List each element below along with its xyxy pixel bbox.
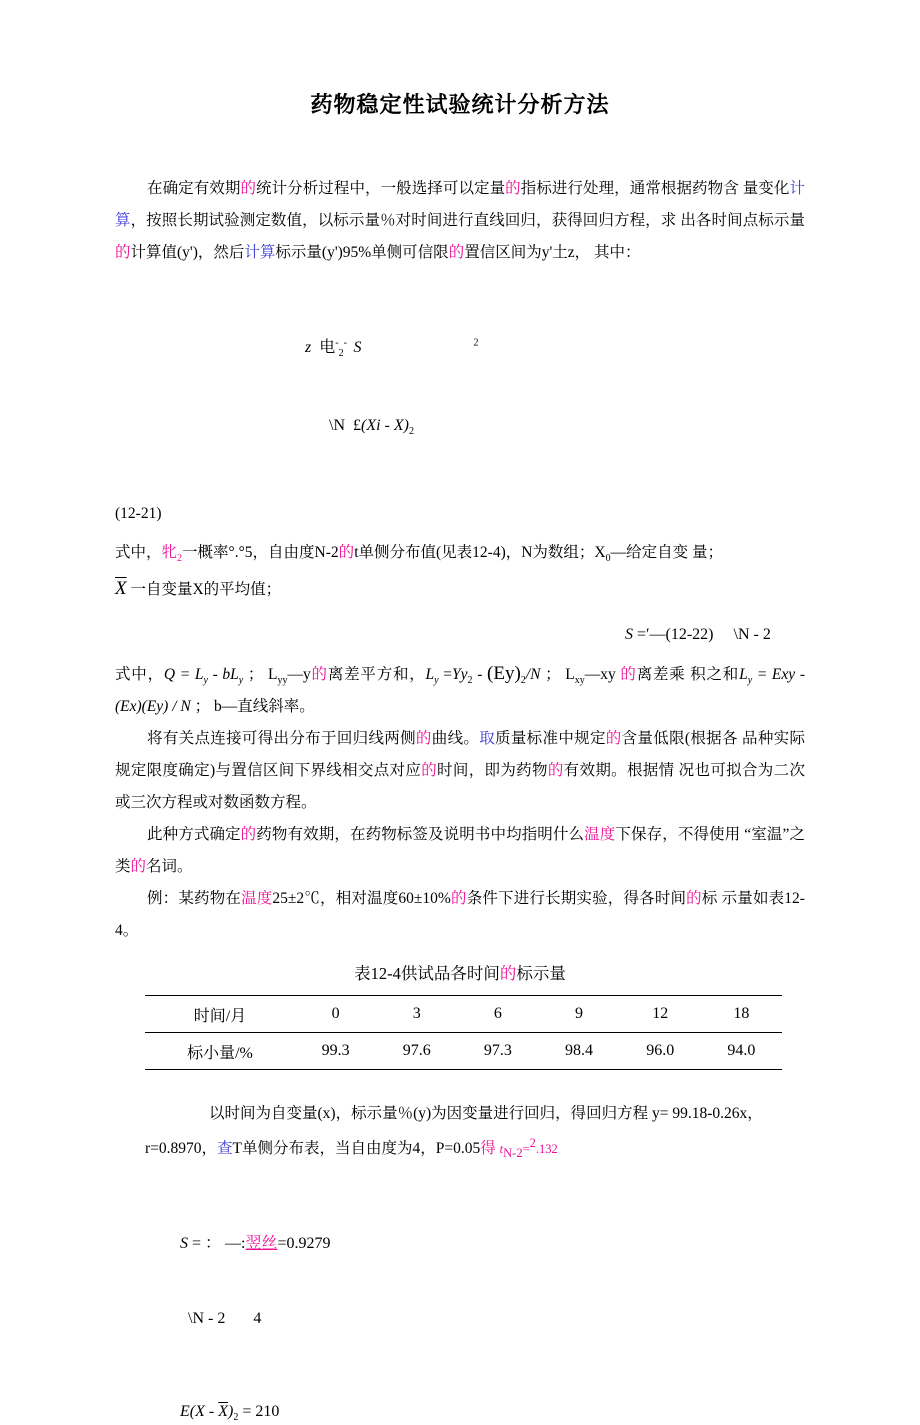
table-cell-time-12: 12 (652, 1005, 669, 1022)
paragraph-example: 例：某药物在温度25±2℃，相对温度60±10%的条件下进行长期实验，得各时间的标 示量如表12-4。 (115, 890, 805, 939)
formula-12-21-line1: z 电-$_2$- S $^2$ (305, 337, 479, 360)
paragraph-notation-3: 式中，$Q = L_y - bL_y$ ； $L_{yy}—y$的离差平方和，$L_y =Yy_2 - (Ey)_2/N$ ； $L_{xy}—xy$ 的离差乘 积之和$L_y$ = Exy - (Ex)(Ey) / N ； b—直线斜率。 (115, 663, 805, 715)
formula-s-value (180, 1181, 805, 1381)
paragraph-notation-2: $\overline{X}$ 一自变量X的平均值； (115, 578, 282, 599)
table-cell-time-3: 3 (412, 1005, 421, 1022)
table-cell-amount-12: 96.0 (646, 1042, 675, 1059)
table-header-row (145, 996, 782, 1033)
table-value-row (145, 1033, 782, 1070)
table-cell-time-18: 18 (733, 1005, 750, 1022)
table-cell-amount-9: 98.4 (565, 1042, 594, 1059)
paragraph-regression-result: 以时间为自变量(x)，标示量％(y)为因变量进行回归，得回归方程 y= 99.18-0.26x，r=0.8970，查T单侧分布表，当自由度为4，P=0.05得 $t_{N-2}=^2.132$ (145, 1105, 763, 1161)
paragraph-storage-note: 此种方式确定的药物有效期，在药物标签及说明书中均指明什么温度下保存，不得使用 “室温”之类的名词。 (115, 826, 805, 875)
labelled-amount-table (145, 995, 782, 1070)
table-cell-time-9: 9 (575, 1005, 584, 1022)
table-cell-amount-0: 99.3 (321, 1042, 350, 1059)
table-cell-time-label: 时间/月 (193, 1007, 247, 1025)
equation-number-12-21: (12-21) (115, 505, 162, 522)
formula-12-21-line2: \N £(Xi - $X)_2$ (305, 417, 414, 438)
table-caption: 表12-4供试品各时间的标示量 (354, 964, 566, 983)
formula-s-value-line2: \N - 2 4 (180, 1310, 262, 1327)
formula-12-21 (305, 283, 805, 491)
formula-s-value-line1: S = ： —:翌丝=0.9279 (180, 1235, 331, 1252)
table-cell-time-6: 6 (493, 1005, 502, 1022)
table-cell-time-0: 0 (331, 1005, 340, 1022)
paragraph-curve-method: 将有关点连接可得出分布于回归线两侧的曲线。取质量标准中规定的含量低限(根据各 品种实际规定限度确定)与置信区间下界线相交点对应的时间，即为药物的有效期。根据情 况也可拟合为二次或三次方程或对数函数方程。 (115, 730, 805, 811)
table-cell-amount-18: 94.0 (727, 1042, 756, 1059)
document-title: 药物稳定性试验统计分析方法 (310, 92, 610, 117)
formula-12-22: S =′—(12-22) \N - 2 (625, 626, 771, 643)
paragraph-notation-1: 式中，牝$_2$一概率°.°5，自由度N-2的t单侧分布值(见表12-4)，N为数组；$X_0—$给定自变 量； (115, 544, 724, 565)
formula-sum-of-squares: $E(X - \overline{X})_2 = 210$ (180, 1403, 280, 1424)
paragraph-intro: 在确定有效期的统计分析过程中，一般选择可以定量的指标进行处理，通常根据药物含 量变化计算，按照长期试验测定数值，以标示量％对时间进行直线回归，获得回归方程，求 出各时间点标示量的计算值(y')，然后计算标示量(y')95%单侧可信限的置信区间为y'土z， 其中： (115, 180, 805, 261)
table-cell-amount-3: 97.6 (402, 1042, 431, 1059)
table-cell-amount-6: 97.3 (483, 1042, 512, 1059)
table-cell-amount-label: 标小量/% (187, 1044, 253, 1062)
